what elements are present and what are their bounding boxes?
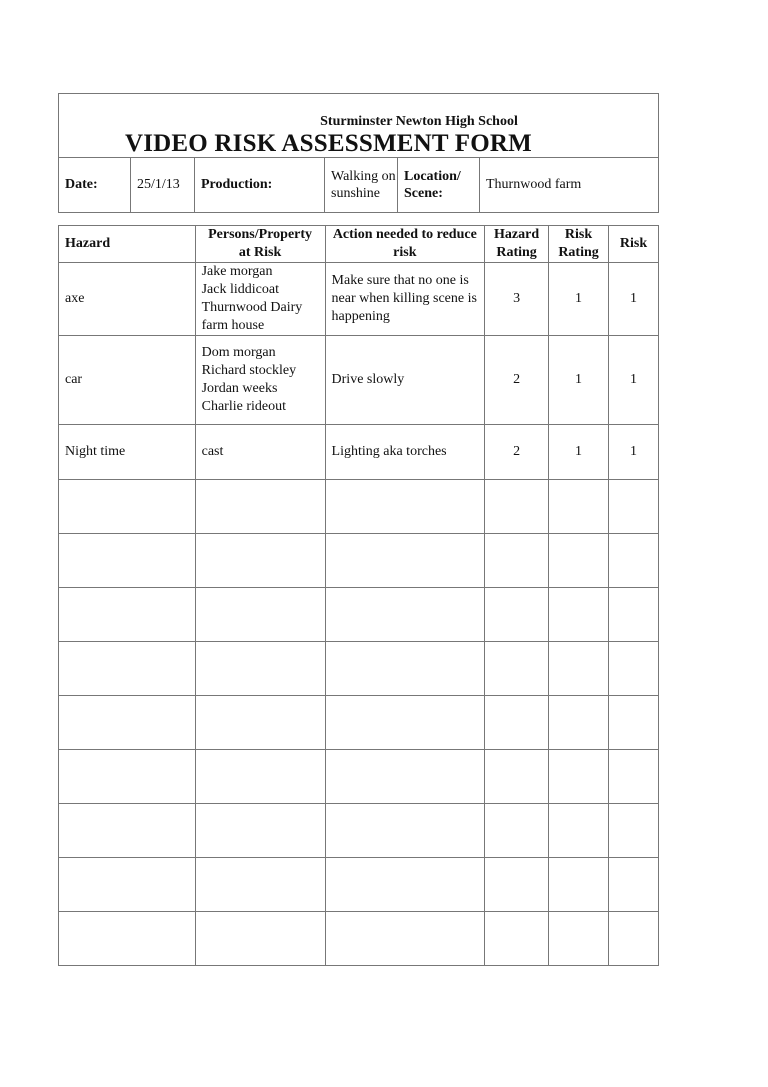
row-hazard: axe [59,263,196,336]
production-value: Walking on sunshine [325,158,398,213]
location-label: Location/ Scene: [398,158,480,213]
person-line: Charlie rideout [201,399,286,414]
header-hazard: Hazard [59,226,196,263]
person-line: Thurnwood Dairy [201,300,303,315]
row-hazard: Night time [59,425,196,480]
row-hazard: car [59,336,196,425]
header-hazard-rating: Hazard Rating [485,226,549,263]
empty-row [59,696,659,750]
person-line: Richard stockley [201,363,297,378]
empty-row [59,642,659,696]
person-line: Jack liddicoat [201,282,279,297]
table-header-row [59,226,659,263]
date-label: Date: [59,158,131,213]
empty-row [59,804,659,858]
row-persons: cast [195,425,325,480]
row-persons [195,263,325,336]
row-risk-rating: 1 [549,263,609,336]
form-title: VIDEO RISK ASSESSMENT FORM [125,130,532,157]
production-info-table [58,157,659,213]
row-risk-rating: 1 [549,425,609,480]
school-name: Sturminster Newton High School [320,114,518,129]
person-line: Jordan weeks [201,381,278,396]
production-label: Production: [195,158,325,213]
person-line: farm house [201,318,265,333]
row-hazard-rating: 2 [485,336,549,425]
location-value: Thurnwood farm [480,158,659,213]
person-line: Jake morgan [201,264,273,279]
header-risk-rating: Risk Rating [549,226,609,263]
date-value: 25/1/13 [131,158,195,213]
row-persons [195,336,325,425]
table-row [59,336,659,425]
empty-row [59,750,659,804]
empty-row [59,480,659,534]
empty-row [59,534,659,588]
row-hazard-rating: 2 [485,425,549,480]
table-row [59,263,659,336]
person-line: Dom morgan [201,345,276,360]
row-action: Lighting aka torches [325,425,485,480]
header-action: Action needed to reduce risk [325,226,485,263]
row-risk: 1 [609,263,659,336]
table-row [59,425,659,480]
hazard-table [58,225,659,966]
row-risk-rating: 1 [549,336,609,425]
empty-row [59,912,659,966]
form-header [58,93,659,157]
row-hazard-rating: 3 [485,263,549,336]
empty-row [59,858,659,912]
row-action: Make sure that no one is near when killing scene is happening [325,263,485,336]
row-action: Drive slowly [325,336,485,425]
row-risk: 1 [609,425,659,480]
header-persons: Persons/Property at Risk [195,226,325,263]
empty-row [59,588,659,642]
row-risk: 1 [609,336,659,425]
header-risk: Risk [609,226,659,263]
